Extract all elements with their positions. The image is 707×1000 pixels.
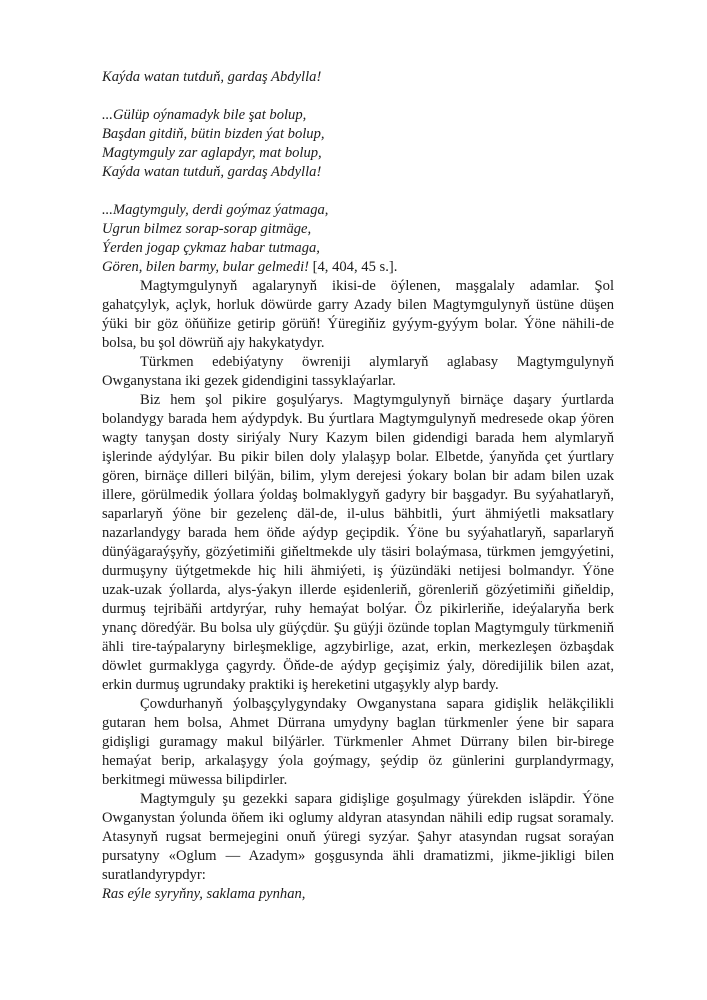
verse-line: Ras eýle syryňny, saklama pynhan,: [102, 886, 306, 902]
verse-line: ...Magtymguly, derdi goýmaz ýatmaga,: [102, 202, 329, 218]
stanza-gap: [102, 182, 614, 201]
verse-line: ...Gülüp oýnamadyk bile şat bolup,: [102, 107, 307, 123]
verse-line-with-citation: [102, 258, 614, 277]
document-page: [102, 68, 614, 904]
verse-line: Ugrun bilmez sorap-sorap gitmäge,: [102, 221, 312, 237]
stanza-gap: [102, 87, 614, 106]
paragraph: Çowdurhanyň ýolbaşçylygyndaky Owganystana sapara gidişlik heläkçilikli gutaran hem bolsa, Ahmet Dürrana umydyny baglan türkmenler ýene bir sapara gidişligi guramagy makul bilýärler. Türkmenler Ahmet Dürrany bilen bir-birege hemaýat berip, arkalaşygy ýola goýmagy, şeýdip öz günlerini gurplandyrmagy, berkitmegi müwessa bilipdirler.: [102, 696, 614, 788]
paragraph: Biz hem şol pikire goşulýarys. Magtymgulynyň birnäçe daşary ýurtlarda bolandygy barada hem aýdypdyk. Bu ýurtlara Magtymgulynyň medresede okap ýören wagty tanyşan dosty siriýaly Nury Kazym bilen gidendigi barada hem alymlaryň işlerinde aýdylýar. Bu pikir bilen doly ylalaşyp bolar. Elbetde, ýanyňda çet ýurtlary gören, birnäçe dilleri bilýän, bilim, ylym derejesi ýokary bolan bir adam bilen uzak illere, görülmedik ýollara ýoldaş bolmaklygyň gadyry bir başgadyr. Bu syýahatlaryň, saparlaryň ýöne bir gezelenç däl-de, il-ulus bähbitli, ýurt ähmiýetli maksatlary nazarlandygy barada hem öňde aýdyp geçipdik. Ýöne bu syýahatlaryň, saparlaryň dünýägaraýşyňy, gözýetimiňi giňeltmekde uly täsiri bolaýmasa, türkmen jemgyýetini, durmuşyny üýtgetmekde hiç hili ähmiýeti, iş ýüzündäki netijesi bolmandyr. Ýöne uzak-uzak ýollarda, alys-ýakyn illerde eşidenleriň, görenleriň gözýetimiňi giňeldip, durmuş tejribäňi artdyrýar, ruhy hemaýat bolýar. Öz pikirleriňe, ideýalaryňa berk ynanç döredýär. Bu bolsa uly güýçdür. Şu güýji özünde toplan Magtymguly türkmeniň ähli tire-taýpalaryny birleşmeklige, agzybirlige, azat, erkin, merkezleşen özbaşdak döwlet gurmaklyga çagyrdy. Öňde-de aýdyp geçişimiz ýaly, döredijilik bilen azat, erkin durmuş ugrundaky praktiki iş hereketini utgaşykly alyp bardy.: [102, 392, 614, 693]
verse-opening-line: [102, 885, 614, 904]
verse-line: Kaýda watan tutduň, gardaş Abdylla!: [102, 164, 322, 180]
verse-line: Kaýda watan tutduň, gardaş Abdylla!: [102, 69, 322, 85]
verse-line: Magtymguly zar aglapdyr, mat bolup,: [102, 145, 322, 161]
verse-line: Başdan gitdiň, bütin bizden ýat bolup,: [102, 126, 325, 142]
verse-stanza-3: [102, 201, 614, 277]
verse-line: Ýerden jogap çykmaz habar tutmaga,: [102, 240, 320, 256]
body-text: [102, 277, 614, 885]
citation: [4, 404, 45 s.].: [308, 259, 398, 275]
paragraph: Magtymguly şu gezekki sapara gidişlige goşulmagy ýürekden isläpdir. Ýöne Owganystan ýolunda öňem iki oglumy aldyran atasyndan nähili edip rugsat soramaly. Atasynyň rugsat bermejegini onuň ýüregi syzýar. Şahyr atasyndan rugsat soraýan pursatyny «Oglum — Azadym» goşgusynda ähli dramatizmi, jikme-jikligi bilen suratlandyrypdyr:: [102, 791, 614, 883]
verse-stanza-2: [102, 106, 614, 182]
paragraph: Magtymgulynyň agalarynyň ikisi-de öýlenen, maşgalaly adamlar. Şol gahatçylyk, açlyk, horluk döwürde garry Azady bilen Magtymgulynyň üstüne düşen ýüki bir göz öňüňize getirip görüň! Ýüregiňiz gyýym-gyýym bolar. Ýöne nähili-de bolsa, bu şol döwrüň ajy hakykatydyr.: [102, 278, 614, 351]
verse-line: Gören, bilen barmy, bular gelmedi!: [102, 259, 309, 275]
paragraph: Türkmen edebiýatyny öwreniji alymlaryň aglabasy Magtymgulynyň Owganystana iki gezek gidendigini tassyklaýarlar.: [102, 354, 614, 389]
verse-stanza-1: [102, 68, 614, 87]
